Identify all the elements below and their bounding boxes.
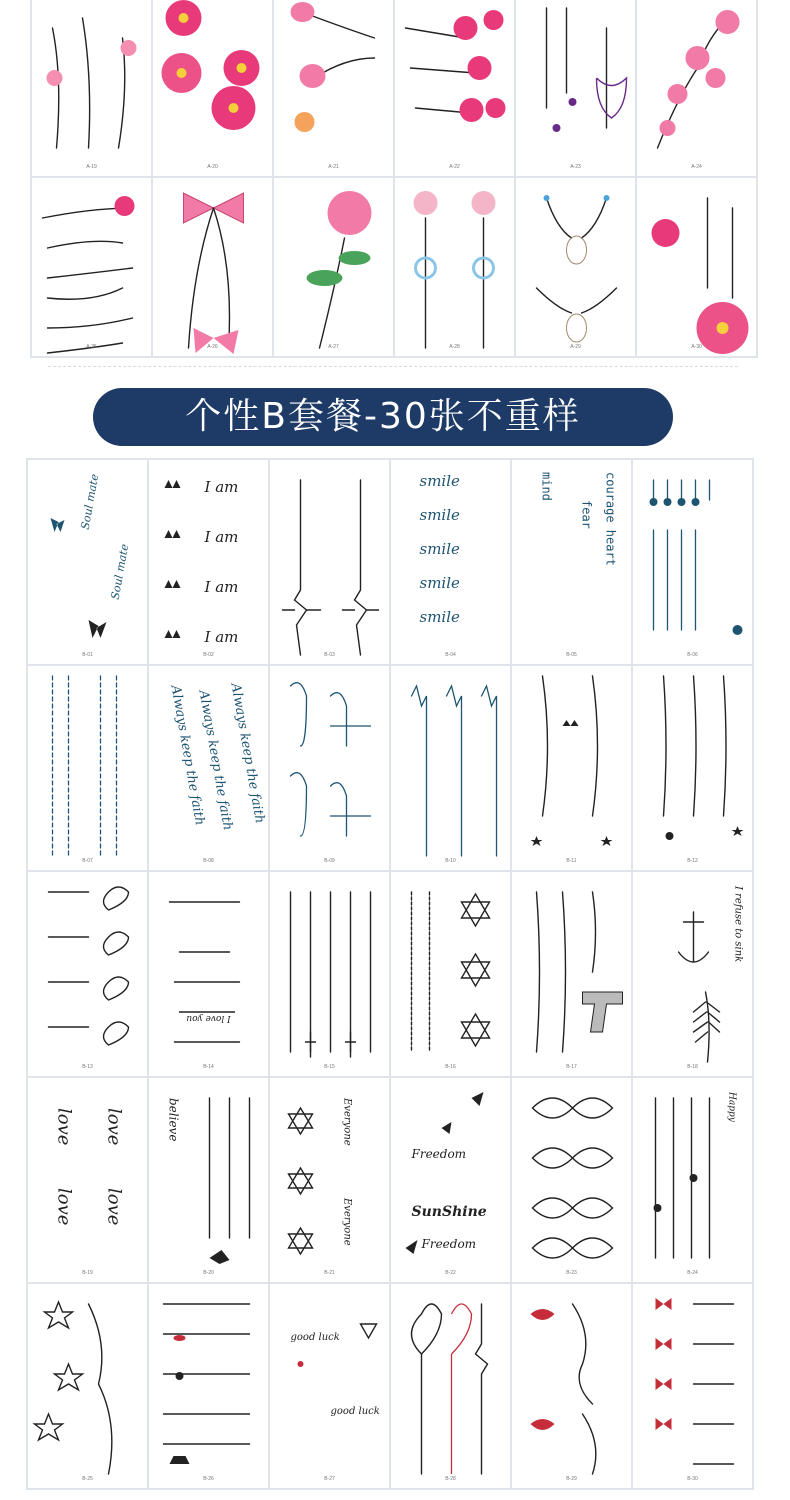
sticker-grid-b: [26, 458, 754, 1490]
sticker-code: B-25: [82, 1476, 93, 1482]
soul-mate-text: Soul mate: [78, 472, 102, 531]
sticker-card: [274, 0, 393, 176]
star-paw-script-icon: [633, 666, 752, 870]
sticker-card: [149, 666, 268, 870]
stars-script-icon: [512, 666, 631, 870]
sticker-code: B-06: [687, 652, 698, 658]
smile-text: smile: [419, 608, 460, 626]
sticker-card: [270, 1078, 389, 1282]
sticker-card: [28, 872, 147, 1076]
sticker-code: B-04: [445, 652, 456, 658]
sticker-code: A-21: [328, 164, 339, 170]
sticker-card: [270, 666, 389, 870]
sticker-card: [28, 1284, 147, 1488]
sticker-code: B-28: [445, 1476, 456, 1482]
soul-mate-text: Soul mate: [108, 542, 132, 601]
sticker-card: [391, 872, 510, 1076]
purple-lettering-icon: [516, 0, 635, 176]
sticker-card: [153, 0, 272, 176]
sticker-code: B-13: [82, 1064, 93, 1070]
sticker-card: [270, 1284, 389, 1488]
sticker-code: A-29: [570, 344, 581, 350]
sticker-card: [637, 178, 756, 356]
sticker-code: B-21: [324, 1270, 335, 1276]
hexagram-script-icon: [391, 872, 510, 1076]
sticker-card: [395, 178, 514, 356]
banner-title: 个性B套餐-30张不重样: [93, 388, 673, 446]
good-luck-text: good luck: [290, 1332, 340, 1343]
everyone-text: Everyone: [341, 1198, 353, 1246]
smile-text-icon: [391, 460, 510, 664]
sticker-code: B-05: [566, 652, 577, 658]
sticker-card: [149, 1284, 268, 1488]
heart-script-icon: [28, 872, 147, 1076]
sticker-code: B-23: [566, 1270, 577, 1276]
sticker-card: [512, 872, 631, 1076]
sticker-card: [516, 0, 635, 176]
moon-pendant-icon: [395, 178, 514, 356]
everyone-text: Everyone: [341, 1098, 353, 1146]
sticker-code: B-11: [566, 858, 577, 864]
i-am-crown-icon: [149, 460, 268, 664]
sticker-code: B-30: [687, 1476, 698, 1482]
sticker-code: A-28: [449, 344, 460, 350]
sticker-grid-a: [30, 0, 758, 358]
sticker-card: [391, 1078, 510, 1282]
sticker-card: [512, 1078, 631, 1282]
sticker-code: B-10: [445, 858, 456, 864]
star-script-icon: [28, 1284, 147, 1488]
sticker-card: [32, 178, 151, 356]
i-am-text: I am: [204, 628, 239, 646]
love-script-icon: [28, 1078, 147, 1282]
i-refuse-text: I refuse to sink: [732, 886, 744, 963]
faith-text: Always keep the faith: [227, 682, 267, 825]
love-text: love: [53, 1108, 75, 1146]
pink-daisy-icon: [637, 178, 756, 356]
i-am-text: I am: [204, 478, 239, 496]
mixed-icons-icon: [149, 1284, 268, 1488]
sticker-card: [633, 872, 752, 1076]
i-am-text: I am: [204, 578, 239, 596]
sticker-card: [270, 460, 389, 664]
sticker-code: B-26: [203, 1476, 214, 1482]
sticker-card: [512, 460, 631, 664]
sticker-code: A-26: [207, 344, 218, 350]
revolver-script-icon: [512, 872, 631, 1076]
i-love-you-text: I love you: [186, 1013, 231, 1023]
faith-text: Always keep the faith: [195, 689, 235, 832]
sunshine-text: SunShine: [411, 1204, 487, 1220]
love-text: love: [103, 1108, 125, 1146]
sticker-card: [512, 666, 631, 870]
sticker-code: B-09: [324, 858, 335, 864]
courage-text: courage heart: [603, 472, 618, 566]
fear-text: fear: [579, 500, 594, 529]
freedom-sunshine-icon: [391, 1078, 510, 1282]
sticker-code: A-20: [207, 164, 218, 170]
sticker-code: B-24: [687, 1270, 698, 1276]
sticker-card: [391, 1284, 510, 1488]
sticker-code: B-02: [203, 652, 214, 658]
infinity-me-icon: [512, 1078, 631, 1282]
dashed-divider: [48, 366, 738, 367]
sticker-card: [395, 0, 514, 176]
heartbeat-line-icon: [270, 460, 389, 664]
sticker-code: B-03: [324, 652, 335, 658]
sticker-card: [149, 460, 268, 664]
sticker-code: A-30: [691, 344, 702, 350]
music-note-icon: [633, 460, 752, 664]
sticker-code: B-17: [566, 1064, 577, 1070]
love-text: love: [53, 1188, 75, 1226]
sticker-card: [391, 460, 510, 664]
sticker-code: B-16: [445, 1064, 456, 1070]
heart-heartbeat-icon: [391, 1284, 510, 1488]
smile-text: smile: [419, 540, 460, 558]
sticker-code: B-07: [82, 858, 93, 864]
courage-text-icon: [512, 460, 631, 664]
good-luck-text: good luck: [330, 1406, 380, 1417]
sticker-code: B-29: [566, 1476, 577, 1482]
good-luck-icon: [270, 1284, 389, 1488]
upside-down-text-icon: [149, 872, 268, 1076]
leaf-branch-icon: [32, 178, 151, 356]
sticker-card: [149, 872, 268, 1076]
i-am-text: I am: [204, 528, 239, 546]
sticker-card: [28, 1078, 147, 1282]
sticker-code: A-24: [691, 164, 702, 170]
sticker-code: A-19: [86, 164, 97, 170]
always-keep-faith-icon: [149, 666, 268, 870]
sticker-card: [153, 178, 272, 356]
sticker-card: [28, 460, 147, 664]
sticker-card: [633, 460, 752, 664]
sticker-card: [637, 0, 756, 176]
sticker-code: B-15: [324, 1064, 335, 1070]
smile-text: smile: [419, 506, 460, 524]
cherry-blossom-icon: [637, 0, 756, 176]
sticker-card: [28, 666, 147, 870]
flower-sketch-icon: [32, 0, 151, 176]
believe-text: believe: [166, 1098, 181, 1142]
sticker-card: [32, 0, 151, 176]
butterfly-soul-mate-icon: [28, 460, 147, 664]
sticker-code: A-22: [449, 164, 460, 170]
anchor-feather-icon: [633, 872, 752, 1076]
rose-bud-icon: [274, 0, 393, 176]
sticker-code: B-18: [687, 1064, 698, 1070]
red-lips-icon: [512, 1284, 631, 1488]
bird-script-icon: [149, 1078, 268, 1282]
sticker-card: [149, 1078, 268, 1282]
happy-text: Happy: [726, 1092, 737, 1122]
star-everyone-icon: [270, 1078, 389, 1282]
sticker-code: B-08: [203, 858, 214, 864]
happy-clover-icon: [633, 1078, 752, 1282]
smile-text: smile: [419, 574, 460, 592]
sticker-code: A-25: [86, 344, 97, 350]
sticker-card: [633, 1284, 752, 1488]
sticker-card: [516, 178, 635, 356]
sticker-code: B-19: [82, 1270, 93, 1276]
ribbon-bow-icon: [153, 178, 272, 356]
faith-text: Always keep the faith: [167, 684, 207, 827]
sticker-code: B-12: [687, 858, 698, 864]
sticker-card: [633, 1078, 752, 1282]
pink-blossom-icon: [395, 0, 514, 176]
freedom-text: Freedom: [411, 1147, 467, 1161]
sticker-card: [512, 1284, 631, 1488]
pink-flower-icon: [153, 0, 272, 176]
sticker-code: B-14: [203, 1064, 214, 1070]
freedom-text: Freedom: [421, 1237, 477, 1251]
blue-letter-icon: [270, 666, 389, 870]
sticker-card: [274, 178, 393, 356]
smile-text: smile: [419, 472, 460, 490]
blue-script-icon: [28, 666, 147, 870]
cross-script-icon: [270, 872, 389, 1076]
blue-heartbeat-icon: [391, 666, 510, 870]
sticker-code: A-27: [328, 344, 339, 350]
sticker-card: [270, 872, 389, 1076]
bow-icons-icon: [633, 1284, 752, 1488]
deer-antler-icon: [516, 178, 635, 356]
sticker-code: A-23: [570, 164, 581, 170]
sticker-code: B-01: [82, 652, 93, 658]
sticker-card: [633, 666, 752, 870]
mind-text: mind: [539, 472, 554, 501]
love-text: love: [103, 1188, 125, 1226]
sticker-code: B-20: [203, 1270, 214, 1276]
pink-rose-icon: [274, 178, 393, 356]
sticker-code: B-22: [445, 1270, 456, 1276]
sticker-card: [391, 666, 510, 870]
sticker-code: B-27: [324, 1476, 335, 1482]
